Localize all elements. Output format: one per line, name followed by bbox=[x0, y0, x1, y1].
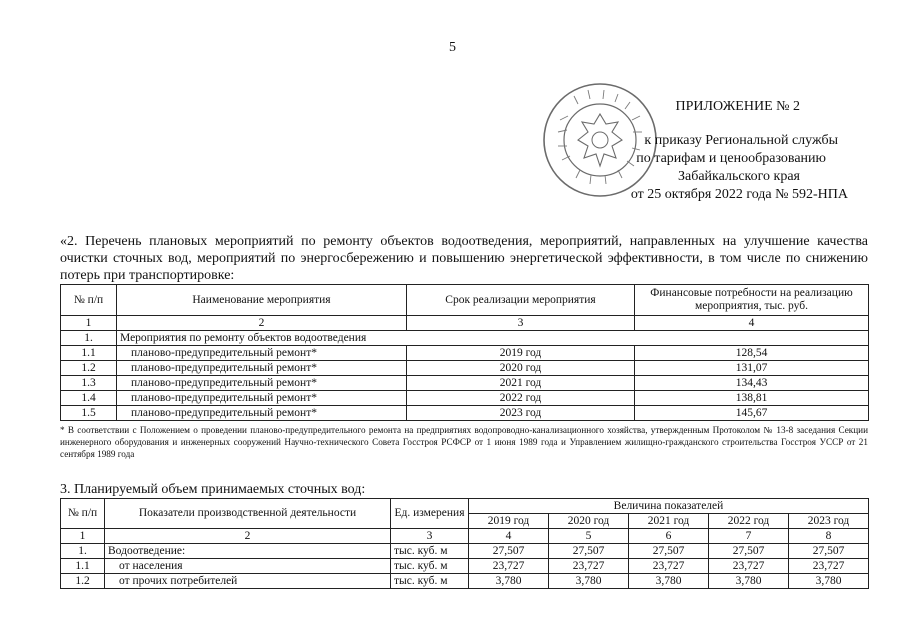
column-header: № п/п bbox=[61, 285, 117, 316]
table-row bbox=[61, 376, 869, 391]
table-row bbox=[61, 361, 869, 376]
appendix-line-3: Забайкальского края bbox=[677, 169, 800, 184]
column-number: 3 bbox=[407, 316, 635, 331]
appendix-title: ПРИЛОЖЕНИЕ № 2 bbox=[675, 99, 800, 114]
year-header: 2019 год bbox=[469, 514, 549, 529]
table-row bbox=[61, 544, 869, 559]
indicator-value: 3,780 bbox=[629, 574, 709, 589]
measure-term: 2019 год bbox=[407, 346, 635, 361]
column-header: Величина показателей bbox=[469, 499, 869, 514]
measure-cost: 138,81 bbox=[635, 391, 869, 406]
indicator-name: Водоотведение: bbox=[105, 544, 391, 559]
table-header-row bbox=[61, 499, 869, 514]
measure-cost: 145,67 bbox=[635, 406, 869, 421]
column-header: Ед. измерения bbox=[391, 499, 469, 529]
measure-name: планово-предупредительный ремонт* bbox=[117, 346, 407, 361]
measure-name: планово-предупредительный ремонт* bbox=[117, 376, 407, 391]
row-number: 1. bbox=[61, 331, 117, 346]
indicator-value: 23,727 bbox=[469, 559, 549, 574]
indicator-value: 27,507 bbox=[629, 544, 709, 559]
group-title: Мероприятия по ремонту объектов водоотведения bbox=[117, 331, 869, 346]
measure-term: 2023 год bbox=[407, 406, 635, 421]
measure-cost: 128,54 bbox=[635, 346, 869, 361]
column-number: 8 bbox=[789, 529, 869, 544]
column-number-row bbox=[61, 316, 869, 331]
year-header: 2023 год bbox=[789, 514, 869, 529]
section-3-heading: 3. Планируемый объем принимаемых сточных вод: bbox=[60, 482, 366, 497]
column-number: 2 bbox=[117, 316, 407, 331]
column-number: 1 bbox=[61, 529, 105, 544]
table-row bbox=[61, 346, 869, 361]
table-group-row bbox=[61, 331, 869, 346]
appendix-line-2: по тарифам и ценообразованию bbox=[636, 151, 826, 166]
table-header-row bbox=[61, 285, 869, 316]
indicator-value: 3,780 bbox=[549, 574, 629, 589]
row-number: 1.2 bbox=[61, 574, 105, 589]
column-number-row bbox=[61, 529, 869, 544]
indicator-value: 23,727 bbox=[789, 559, 869, 574]
indicator-unit: тыс. куб. м bbox=[391, 574, 469, 589]
table-row bbox=[61, 391, 869, 406]
year-header: 2021 год bbox=[629, 514, 709, 529]
repair-measures-table bbox=[60, 284, 869, 421]
table-row bbox=[61, 406, 869, 421]
row-number: 1.4 bbox=[61, 391, 117, 406]
appendix-block bbox=[520, 98, 848, 204]
column-header: Срок реализации мероприятия bbox=[407, 285, 635, 316]
row-number: 1.5 bbox=[61, 406, 117, 421]
indicator-unit: тыс. куб. м bbox=[391, 544, 469, 559]
appendix-line-4: от 25 октября 2022 года № 592-НПА bbox=[630, 187, 848, 202]
column-number: 1 bbox=[61, 316, 117, 331]
measure-cost: 134,43 bbox=[635, 376, 869, 391]
wastewater-volume-table bbox=[60, 498, 869, 589]
column-header: Наименование мероприятия bbox=[117, 285, 407, 316]
indicator-value: 23,727 bbox=[549, 559, 629, 574]
measure-name: планово-предупредительный ремонт* bbox=[117, 406, 407, 421]
column-number: 4 bbox=[635, 316, 869, 331]
column-number: 5 bbox=[549, 529, 629, 544]
indicator-value: 27,507 bbox=[549, 544, 629, 559]
column-header: Показатели производственной деятельности bbox=[105, 499, 391, 529]
measure-term: 2022 год bbox=[407, 391, 635, 406]
indicator-value: 27,507 bbox=[789, 544, 869, 559]
column-number: 7 bbox=[709, 529, 789, 544]
indicator-value: 23,727 bbox=[709, 559, 789, 574]
column-header: № п/п bbox=[61, 499, 105, 529]
indicator-value: 27,507 bbox=[709, 544, 789, 559]
row-number: 1.1 bbox=[61, 559, 105, 574]
indicator-value: 3,780 bbox=[469, 574, 549, 589]
column-number: 6 bbox=[629, 529, 709, 544]
indicator-value: 27,507 bbox=[469, 544, 549, 559]
measure-term: 2021 год bbox=[407, 376, 635, 391]
measure-name: планово-предупредительный ремонт* bbox=[117, 361, 407, 376]
column-number: 2 bbox=[105, 529, 391, 544]
indicator-value: 3,780 bbox=[709, 574, 789, 589]
indicator-unit: тыс. куб. м bbox=[391, 559, 469, 574]
year-header: 2020 год bbox=[549, 514, 629, 529]
table-row bbox=[61, 559, 869, 574]
row-number: 1.1 bbox=[61, 346, 117, 361]
row-number: 1.2 bbox=[61, 361, 117, 376]
column-number: 4 bbox=[469, 529, 549, 544]
page-number: 5 bbox=[449, 40, 456, 55]
footnote: * В соответствии с Положением о проведении планово-предупредительного ремонта на предприятиях водопроводно-канализационного хозяйства, утвержденным Протоколом № 13-8 заседания Секции инженерного оборудования и инженерных сооружений Научно-технического Совета Госстроя РСФСР от 1 июня 1989 года и Управлением жилищно-гражданского строительства Госстроя УССР от 21 сентября 1989 года bbox=[60, 425, 868, 459]
appendix-line-1: к приказу Региональной службы bbox=[644, 133, 838, 148]
section-2-heading: «2. Перечень плановых мероприятий по ремонту объектов водоотведения, мероприятий, направленных на улучшение качества очистки сточных вод, мероприятий по энергосбережению и повышению энергетической эффективности, в том числе по снижению потерь при транспортировке: bbox=[60, 234, 868, 283]
indicator-name: от прочих потребителей bbox=[105, 574, 391, 589]
year-header: 2022 год bbox=[709, 514, 789, 529]
table-row bbox=[61, 574, 869, 589]
indicator-value: 23,727 bbox=[629, 559, 709, 574]
measure-name: планово-предупредительный ремонт* bbox=[117, 391, 407, 406]
column-number: 3 bbox=[391, 529, 469, 544]
measure-term: 2020 год bbox=[407, 361, 635, 376]
indicator-value: 3,780 bbox=[789, 574, 869, 589]
indicator-name: от населения bbox=[105, 559, 391, 574]
row-number: 1.3 bbox=[61, 376, 117, 391]
measure-cost: 131,07 bbox=[635, 361, 869, 376]
column-header: Финансовые потребности на реализацию мероприятия, тыс. руб. bbox=[635, 285, 869, 316]
row-number: 1. bbox=[61, 544, 105, 559]
